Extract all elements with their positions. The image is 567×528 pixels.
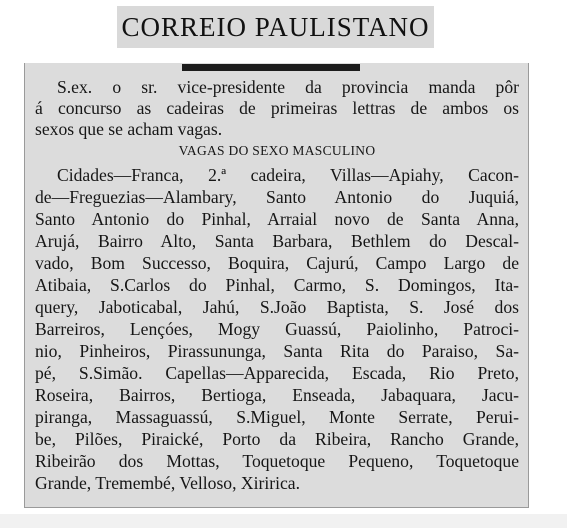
article-line: S.ex. o sr. vice-presidente da provincia manda pôr xyxy=(57,77,519,97)
section-heading: VAGAS DO SEXO MASCULINO xyxy=(178,143,376,158)
article-line: Grande, Tremembé, Velloso, Xiririca. xyxy=(35,473,300,493)
article-line: á concurso as cadeiras de primeiras lettras de ambos os xyxy=(35,98,519,118)
article-clipping xyxy=(24,63,529,508)
article-line: Santo Antonio do Pinhal, Arraial novo de Santa Anna, xyxy=(35,209,519,229)
article-body xyxy=(35,77,519,494)
masthead xyxy=(117,6,434,48)
article-line: vado, Bom Successo, Boquira, Cajurú, Campo Largo de xyxy=(35,253,519,273)
article-line: Barreiros, Lençóes, Mogy Guassú, Paiolinho, Patroci- xyxy=(35,319,519,339)
article-line: be, Pilões, Piraické, Porto da Ribeira, Rancho Grande, xyxy=(35,429,519,449)
article-line: de—Freguezias—Alambary, Santo Antonio do Juquiá, xyxy=(35,187,519,207)
article-line: Ribeirão dos Mottas, Toquetoque Pequeno, Toquetoque xyxy=(35,451,519,471)
masthead-title: CORREIO PAULISTANO xyxy=(121,11,430,42)
article-line: query, Jaboticabal, Jahú, S.João Baptista, S. José dos xyxy=(35,297,519,317)
column-rule xyxy=(182,64,360,71)
page-footer-strip xyxy=(0,514,567,528)
article-line: nio, Pinheiros, Pirassununga, Santa Rita do Paraiso, Sa- xyxy=(35,341,519,361)
article-line: piranga, Massaguassú, S.Miguel, Monte Serrate, Perui- xyxy=(35,407,519,427)
article-line: Roseira, Bairros, Bertioga, Enseada, Jabaquara, Jacu- xyxy=(35,385,519,405)
article-line: Atibaia, S.Carlos do Pinhal, Carmo, S. Domingos, Ita- xyxy=(35,275,519,295)
article-line: sexos que se acham vagas. xyxy=(35,119,223,139)
article-line: Arujá, Bairro Alto, Santa Barbara, Bethlem do Descal- xyxy=(35,231,519,251)
article-line: Cidades—Franca, 2.ª cadeira, Villas—Apiahy, Cacon- xyxy=(57,165,519,185)
article-line: pé, S.Simão. Capellas—Apparecida, Escada, Rio Preto, xyxy=(35,363,519,383)
